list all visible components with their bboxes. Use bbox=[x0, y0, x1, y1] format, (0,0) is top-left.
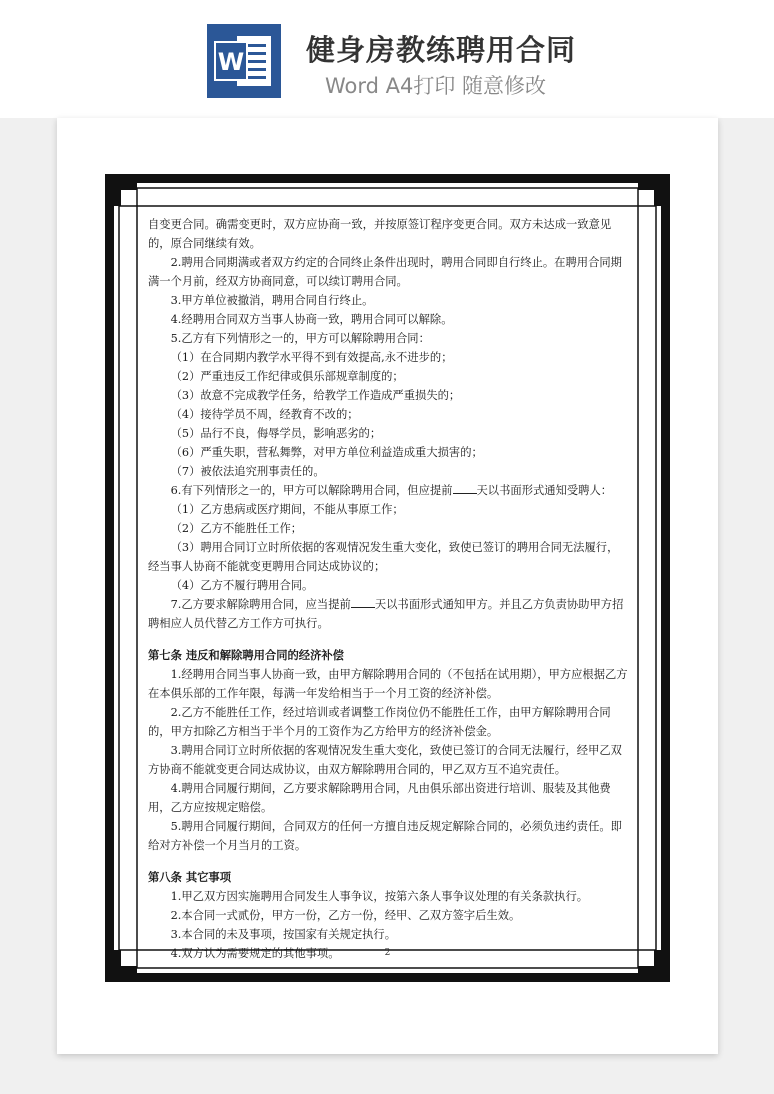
list-item: （1）乙方患病或医疗期间，不能从事原工作； bbox=[170, 503, 404, 516]
section-heading: 第七条 违反和解除聘用合同的经济补偿 bbox=[148, 649, 344, 662]
list-item: （2）乙方不能胜任工作； bbox=[170, 522, 303, 535]
paragraph: 1.经聘用合同当事人协商一致，由甲方解除聘用合同的（不包括在试用期），甲方应根据乙方在本俱乐部的工作年限，每满一年发给相当于一个月工资的经济补偿。 bbox=[148, 668, 628, 700]
paragraph: 4.双方认为需要规定的其他事项。 bbox=[170, 947, 340, 960]
list-item: （2）严重违反工作纪律或俱乐部规章制度的； bbox=[170, 370, 404, 383]
list-item: （4）乙方不履行聘用合同。 bbox=[170, 579, 314, 592]
word-icon-letter: W bbox=[217, 48, 245, 76]
list-item: （6）严重失职，营私舞弊，对甲方单位利益造成重大损害的； bbox=[170, 446, 483, 459]
paragraph-text: 6.有下列情形之一的，甲方可以解除聘用合同，但应提前 bbox=[170, 484, 453, 497]
paragraph-text: 天以书面形式通知受聘人： bbox=[476, 484, 613, 497]
fill-in-blank bbox=[453, 481, 477, 494]
list-item: （1）在合同期内教学水平得不到有效提高,永不进步的； bbox=[170, 351, 453, 364]
paragraph: 3.甲方单位被撤消，聘用合同自行终止。 bbox=[170, 294, 374, 307]
section-heading: 第八条 其它事项 bbox=[148, 871, 232, 884]
paragraph: 1.甲乙双方因实施聘用合同发生人事争议，按第六条人事争议处理的有关条款执行。 bbox=[170, 890, 589, 903]
header-banner bbox=[0, 0, 774, 118]
paragraph: 自变更合同。确需变更时，双方应协商一致，并按原签订程序变更合同。双方未达成一致意见的，原合同继续有效。 bbox=[148, 218, 612, 250]
paragraph: 5.乙方有下列情形之一的，甲方可以解除聘用合同： bbox=[170, 332, 430, 345]
contract-body bbox=[148, 215, 628, 963]
paragraph: 3.聘用合同订立时所依据的客观情况发生重大变化，致使已签订的合同无法履行，经甲乙双方协商不能就变更合同达成协议，由双方解除聘用合同的，甲乙双方互不追究责任。 bbox=[148, 744, 622, 776]
document-page bbox=[57, 118, 718, 1054]
paragraph bbox=[148, 481, 628, 500]
page-subtitle: Word A4打印 随意修改 bbox=[325, 74, 547, 98]
paragraph bbox=[148, 595, 628, 633]
word-doc-icon bbox=[207, 24, 281, 98]
list-item: （5）品行不良，侮辱学员，影响恶劣的； bbox=[170, 427, 382, 440]
paragraph-text: 7.乙方要求解除聘用合同，应当提前 bbox=[170, 598, 351, 611]
list-item: （3）故意不完成教学任务，给教学工作造成严重损失的； bbox=[170, 389, 461, 402]
list-item: （7）被依法追究刑事责任的。 bbox=[170, 465, 325, 478]
list-item: （3）聘用合同订立时所依据的客观情况发生重大变化，致使已签订的聘用合同无法履行，经当事人协商不能就变更聘用合同达成协议的； bbox=[148, 541, 619, 573]
paragraph: 2.乙方不能胜任工作，经过培训或者调整工作岗位仍不能胜任工作，由甲方解除聘用合同的，甲方扣除乙方相当于半个月的工资作为乙方给甲方的经济补偿金。 bbox=[148, 706, 611, 738]
paragraph: 5.聘用合同履行期间，合同双方的任何一方擅自违反规定解除合同的，必须负违约责任。即给对方补偿一个月当月的工资。 bbox=[148, 820, 622, 852]
paragraph: 4.经聘用合同双方当事人协商一致，聘用合同可以解除。 bbox=[170, 313, 453, 326]
paragraph: 3.本合同的未及事项，按国家有关规定执行。 bbox=[170, 928, 397, 941]
list-item: （4）接待学员不周，经教育不改的； bbox=[170, 408, 359, 421]
page-title: 健身房教练聘用合同 bbox=[306, 33, 577, 67]
page-number: 2 bbox=[384, 948, 391, 958]
paragraph: 2.本合同一式贰份，甲方一份，乙方一份，经甲、乙双方签字后生效。 bbox=[170, 909, 521, 922]
paragraph-text: 天以书面形式通知甲方。并且乙方负责协助甲方招聘相应人员代替乙方工作方可执行。 bbox=[148, 598, 624, 630]
paragraph: 2.聘用合同期满或者双方约定的合同终止条件出现时，聘用合同即自行终止。在聘用合同期满一个月前，经双方协商同意，可以续订聘用合同。 bbox=[148, 256, 622, 288]
paragraph: 4.聘用合同履行期间，乙方要求解除聘用合同，凡由俱乐部出资进行培训、服装及其他费用，乙方应按规定赔偿。 bbox=[148, 782, 611, 814]
fill-in-blank bbox=[351, 595, 375, 608]
